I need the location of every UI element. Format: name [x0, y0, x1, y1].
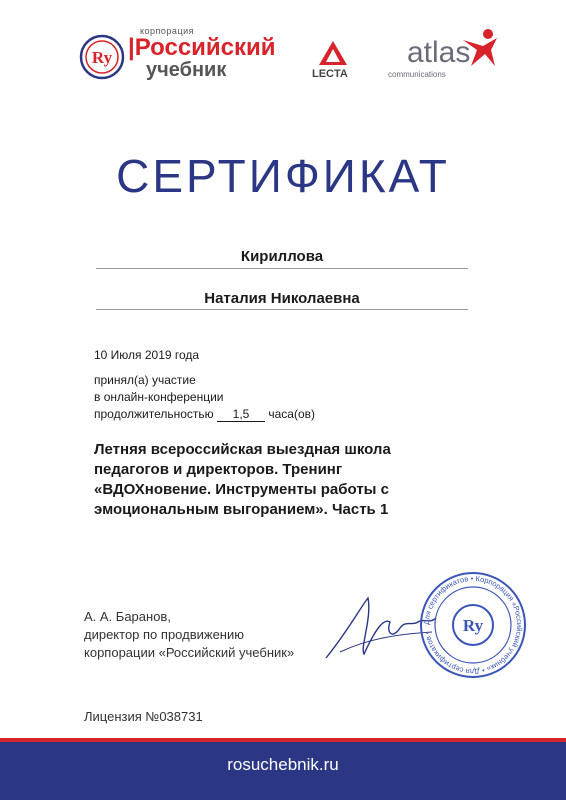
license-number: Лицензия №038731	[84, 709, 203, 724]
svg-text:Ry: Ry	[91, 48, 113, 67]
website-link[interactable]: rosuchebnik.ru	[227, 755, 339, 774]
corporation-caption: корпорация	[140, 26, 194, 36]
recipient-surname: Кириллова	[240, 248, 324, 265]
duration-hours: 1,5	[217, 407, 265, 422]
brand-name-line2: учебник	[146, 59, 227, 81]
official-stamp	[418, 570, 528, 680]
footer-accent-stripe	[0, 738, 566, 742]
lecta-logo-icon	[318, 40, 348, 66]
atlas-logo-text: atlas	[407, 36, 471, 69]
signatory-name: А. А. Баранов,	[84, 609, 171, 624]
certificate-title: СЕРТИФИКАТ	[116, 150, 450, 202]
duration-unit: часа(ов)	[268, 407, 315, 421]
lecta-logo-text: LECTA	[312, 68, 348, 80]
brand-name-line1: |Российский	[128, 34, 276, 61]
svg-text:Ry: Ry	[462, 616, 484, 635]
divider	[96, 268, 468, 269]
rosuchebnik-logo-icon	[79, 34, 125, 80]
duration-line	[94, 406, 315, 423]
signatory-position: директор по продвижению	[84, 627, 244, 642]
event-date: 10 Июля 2019 года	[94, 348, 200, 362]
signatory-organization: корпорации «Российский учебник»	[84, 645, 295, 660]
participation-line1: принял(а) участие	[94, 373, 196, 387]
event-title: Летняя всероссийская выездная школа педагогов и директоров. Тренинг «ВДОХновение. Инструменты работы с эмоциональным выгоранием». Часть 1	[94, 441, 391, 518]
atlas-figure-icon	[455, 26, 503, 74]
recipient-given-name: Наталия Николаевна	[204, 290, 360, 307]
divider	[96, 309, 468, 310]
participation-line2: в онлайн-конференции	[94, 390, 224, 404]
svg-text:Для сертификатов • Корпорация: Для сертификатов • Корпорация «Российский учебник» • Для сертификатов •	[421, 573, 525, 677]
atlas-logo-subtitle: communications	[388, 70, 446, 79]
duration-label: продолжительностью	[94, 407, 214, 421]
